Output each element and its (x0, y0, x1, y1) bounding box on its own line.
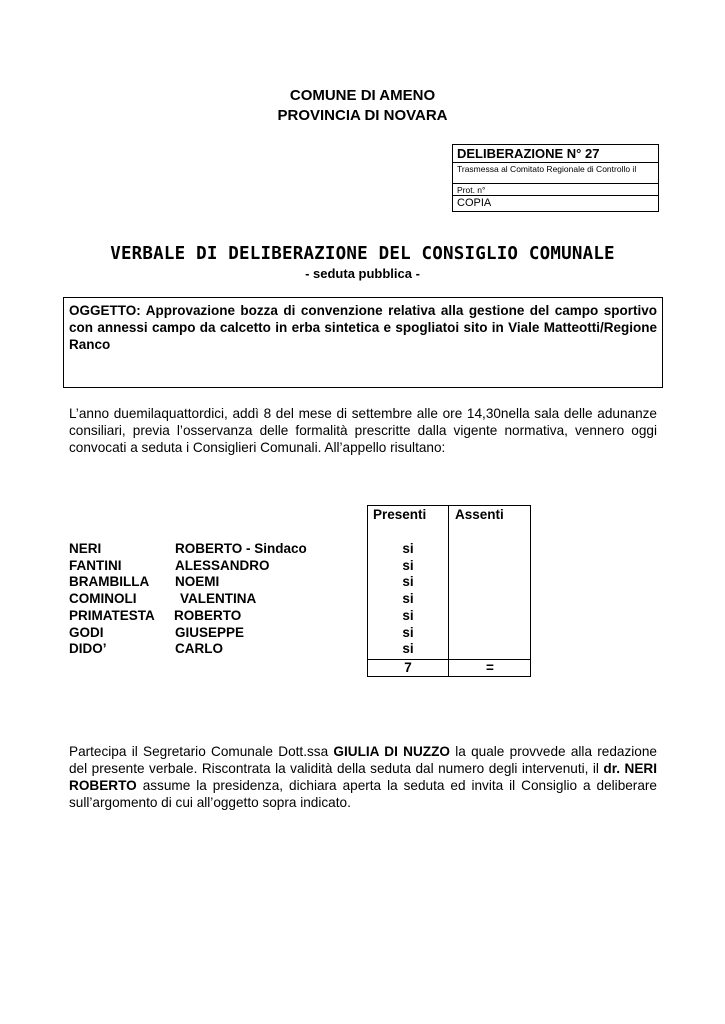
member-presence: si (402, 541, 414, 556)
member-firstname: ROBERTO - Sindaco (175, 541, 307, 556)
member-firstname: GIUSEPPE (175, 624, 245, 640)
protocol-number: Prot. n° (453, 184, 658, 196)
member-presence: si (402, 591, 414, 607)
transmission-note: Trasmessa al Comitato Regionale di Controllo il (453, 163, 658, 184)
president-name: dr. NERI ROBERTO (69, 761, 658, 793)
member-presence: si (402, 641, 414, 657)
total-presenti: 7 (404, 660, 412, 675)
member-surname: NERI (69, 541, 102, 556)
member-presence: si (402, 607, 414, 623)
member-firstname: CARLO (175, 641, 223, 657)
closing-text-1: Partecipa il Segretario Comunale Dott.ssa (69, 744, 334, 759)
presenti-header: Presenti (373, 507, 427, 522)
member-firstname: ALESSANDRO (175, 557, 270, 573)
secretary-name: GIULIA DI NUZZO (333, 744, 450, 759)
member-firstname: NOEMI (175, 574, 220, 590)
subject-text: OGGETTO: Approvazione bozza di convenzione relativa alla gestione del campo sportivo con annessi campo da calcetto in erba sintetica e spogliatoi sito in Viale Matteotti/Regione Ranco (69, 303, 657, 352)
municipality-name: COMUNE DI AMENO (289, 87, 436, 104)
subject-box (63, 297, 663, 388)
deliberation-info-box (452, 144, 659, 212)
intro-paragraph: L’anno duemilaquattordici, addì 8 del mese di settembre alle ore 14,30nella sala delle adunanze consiliari, previa l’osservanza delle formalità prescritte dalla vigente normativa, vennero oggi convocati a seduta i Consiglieri Comunali. All’appello risultano: (69, 406, 657, 455)
closing-text-3: assume la presidenza, dichiara aperta la seduta ed invita il Consiglio a deliberare sull’argomento di cui all’oggetto sopra indicato. (69, 778, 657, 810)
member-presence: si (402, 574, 414, 590)
closing-paragraph (69, 743, 657, 811)
document-title: VERBALE DI DELIBERAZIONE DEL CONSIGLIO COMUNALE (110, 244, 615, 264)
member-surname: DIDO’ (69, 641, 107, 657)
member-surname: COMINOLI (69, 591, 137, 607)
member-surname: FANTINI (69, 557, 122, 573)
deliberation-number: DELIBERAZIONE N° 27 (453, 145, 658, 163)
member-firstname: ROBERTO (174, 607, 242, 623)
member-firstname: VALENTINA (180, 591, 257, 607)
province-name: PROVINCIA DI NOVARA (277, 107, 448, 124)
member-presence: si (402, 624, 414, 640)
closing-text-2: la quale provvede alla redazione del presente verbale. Riscontrata la validità della seduta dal numero degli intervenuti, il (69, 744, 657, 776)
document-subtitle: - seduta pubblica - (305, 266, 420, 281)
assenti-header: Assenti (455, 507, 504, 522)
member-presence: si (402, 557, 414, 573)
member-surname: BRAMBILLA (69, 574, 150, 590)
member-surname: PRIMATESTA (69, 607, 155, 623)
copy-label: COPIA (457, 197, 492, 209)
total-assenti: = (486, 660, 494, 675)
member-surname: GODI (69, 624, 104, 640)
